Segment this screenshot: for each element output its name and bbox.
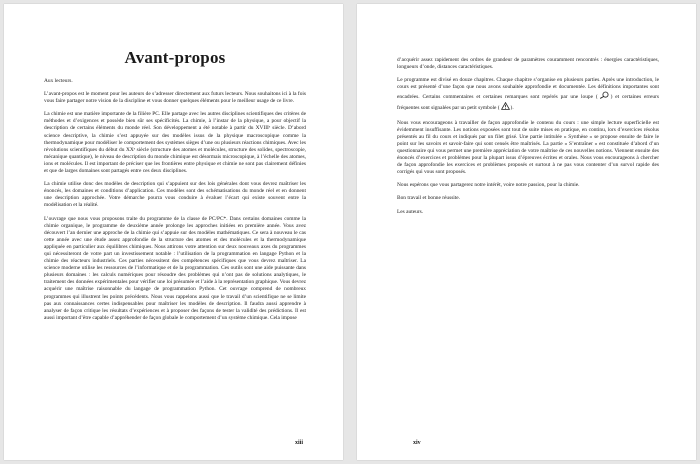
signature: Les auteurs. [397, 208, 424, 215]
paragraph-program: L’ouvrage que nous vous proposons traite du programme de la classe de PC/PC*. Dans certains domaines comme la chimie organique, le programme de deuxième année prolonge les approches initiées en première année. Vous avez découvert l’an dernier une approche de la chimie qui s’appuie sur des modèles mathématiques. Ce sera à nouveau le cas cette année avec une étude assez approfondie de la structure des atomes et des molécules et la thermodynamique appliquée en particulier aux équilibres chimiques. Nous attirons votre attention sur deux nouveaux axes du programmes qui nécessiteront de votre part un investissement notable : l’utilisation de la programmation en langage Python et la chimie des réacteurs industriels. Ces parties nécessitent des compétences spécifiques que vous devrez maîtriser. La science moderne utilise les ressources de l’informatique et de la programmation. Ces outils sont une aide puissante dans plusieurs domaines : les calculs numériques pour résoudre des problèmes qui n’ont pas de solutions analytiques, le traitement des données expérimentales pour vérifier une loi présumée et l’aide à la représentation graphique. Vous devrez acquérir une maîtrise raisonnable du langage de programmation Python. Cet ouvrage comprend de nombreux programmes qui illustrent les points précédents. Nous vous rappelons aussi que le travail d’un scientifique ne se limite pas aux connaissances certes indispensables pour maîtriser les modèles de description. Il faudra aussi apprendre à analyser de façon critique les résultats d’expériences et à proposer des façons de tester la validité des prédictions. Il est aussi important d’être capable d’appréhender de façon globale le comportement d’un système chimique. Cela impose [44, 215, 306, 321]
right-page [357, 4, 696, 460]
paragraph-structure-text-2: ) et certaines erreurs fréquentes sont signalées par un petit symbole ( [397, 94, 659, 112]
paragraph-structure-text-1: Le programme est divisé en douze chapitres. Chaque chapitre s’organise en plusieurs parties. Après une introduction, le cours est présenté d’une façon que nous avons souhaitée approfondie et documentée. Les définitions importantes sont encadrées. Certains commentaires et certaines remarques sont repérés par une loupe ( [397, 77, 659, 101]
paragraph-structure [397, 77, 659, 113]
paragraph-hope: Nous espérons que vous partagerez notre intérêt, voire notre passion, pour la chimie. [397, 182, 580, 189]
paragraph-structure-text-3: ). [510, 105, 514, 112]
magnifier-icon [599, 91, 610, 102]
left-page [4, 4, 343, 460]
page-number: xiii [294, 440, 303, 446]
paragraph-models: La chimie utilise donc des modèles de description qui s’appuient sur des lois générales dont vous devrez maîtriser les énoncés, les domaines et conditions d’application. Ces modèles sont des schématisations du monde réel et en donnent une description approchée. Votre démarche pourra vous conduire à évaluer l’écart qui existe souvent entre la modélisation et la réalité. [44, 181, 306, 209]
paragraph-continuation: d’acquérir assez rapidement des ordres de grandeur de paramètres couramment rencontrés : énergies caractéristiques, longueurs d’onde, distances caractéristiques. [397, 57, 659, 71]
page-title: Avant-propos [124, 48, 226, 67]
page-number: xiv [413, 440, 421, 446]
warning-triangle-icon [501, 102, 510, 113]
left-page-content [44, 48, 306, 328]
salutation: Aux lecteurs. [44, 78, 73, 84]
right-page-content [397, 57, 659, 222]
paragraph-chemistry: La chimie est une matière importante de la filière PC. Elle partage avec les autres disciplines scientifiques des critères de méthodes et d’exigences et possède bien sûr ses spécificités. La chimie, à l’instar de la physique, a pour objectif la description de certains éléments du monde réel. Son développement a été notable à partir du XVIIIᵉ siècle. D’abord science descriptive, la chimie s’est appuyée sur des modèles issus de la physique macroscopique comme la thermodynamique pour modéliser le comportement des systèmes sièges d’une ou plusieurs réactions chimiques. Avec les révolutions scientifiques du début du XXᵉ siècle (structure des atomes et molécules, structure des solides, spectroscopie, mécanique quantique), le niveau de description du monde chimique est désormais microscopique, à l’échelle des atomes, ions et molécules. Il est important de préciser que les frontières entre physique et chimie ne sont pas clairement définies et que de larges domaines sont partagés entre ces deux disciplines. [44, 111, 306, 175]
paragraph-intro: L’avant-propos est le moment pour les auteurs de s’adresser directement aux futurs lecteurs. Nous souhaitons ici à la fois vous faire partager notre vision de la discipline et vous donner quelques éléments pour le meilleur usage de ce livre. [44, 91, 306, 105]
paragraph-method: Nous vous encourageons à travailler de façon approfondie le contenu du cours : une simple lecture superficielle est évidemment insuffisante. Les notions exposées sont tout de suite mises en pratique, en continu, lors d’exercices résolus présentés au fil du cours et indiqués par un filet grisé. Une partie intitulée « Synthèse » se propose ensuite de faire le point sur les savoirs et savoir-faire qui sont censés être maîtrisés. La partie « S’entraîner » est constituée d’abord d’un questionnaire qui vous permet une première appréciation de votre maîtrise de ces nouvelles notions. Viennent ensuite des énoncés d’exercices et problèmes pour la plupart issus d’épreuves écrites et orales. Nous vous encourageons à chercher de façon approfondie les exercices et problèmes proposés et surtout à ne pas vous contenter d’un survol rapide des corrigés qui vous sont proposés. [397, 119, 659, 176]
paragraph-wish: Bon travail et bonne réussite. [397, 195, 461, 202]
